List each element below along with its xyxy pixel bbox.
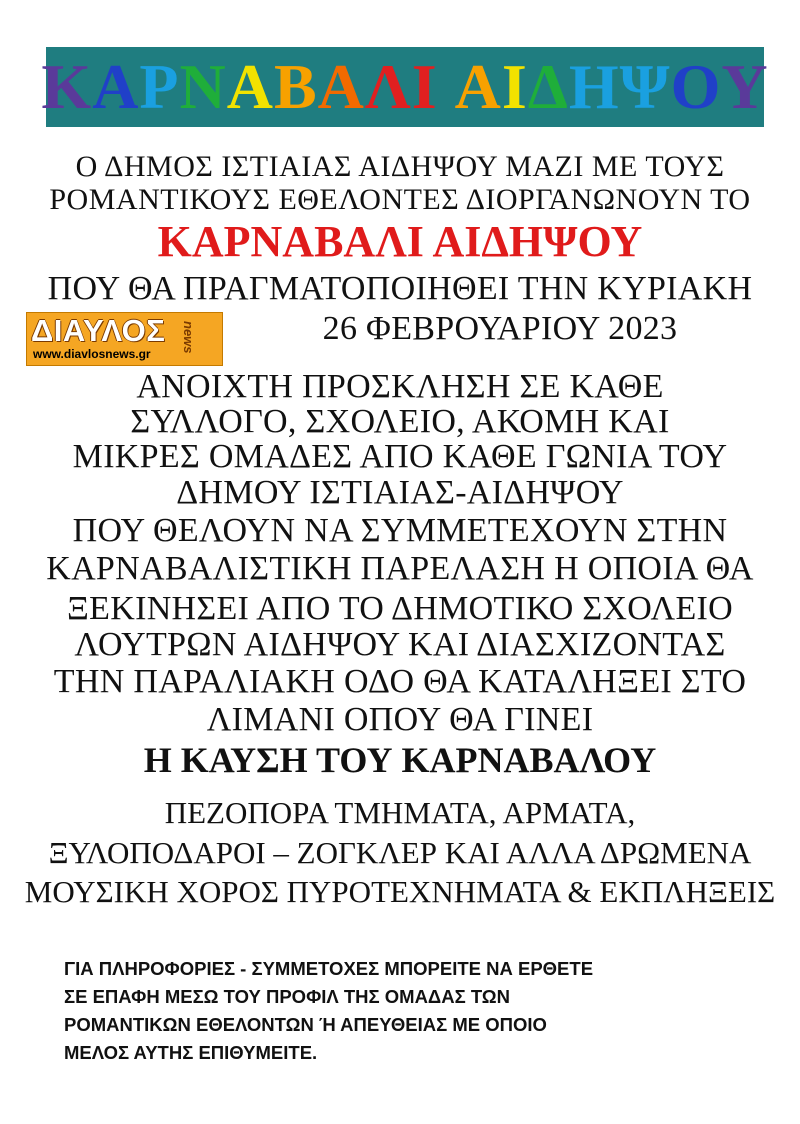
banner-letter: Β: [273, 51, 318, 122]
body-line-1: ΑΝΟΙΧΤΗ ΠΡΟΣΚΛΗΣΗ ΣΕ ΚΑΘΕ: [136, 368, 664, 405]
banner-letter: Α: [92, 51, 140, 122]
body-line-8: ΛΟΥΤΡΩΝ ΑΙΔΗΨΟΥ ΚΑΙ ΔΙΑΣΧΙΖΟΝΤΑΣ: [74, 626, 726, 663]
body-line-3: ΜΙΚΡΕΣ ΟΜΑΔΕΣ ΑΠΟ ΚΑΘΕ ΓΩΝΙΑ ΤΟΥ: [72, 438, 728, 475]
banner-letter: Ρ: [139, 51, 180, 122]
banner-letter: Λ: [364, 51, 412, 122]
body-line-2: ΣΥΛΛΟΓΟ, ΣΧΟΛΕΙΟ, ΑΚΟΜΗ ΚΑΙ: [130, 403, 670, 440]
banner-letter: [438, 55, 455, 119]
body-line-10: ΛΙΜΑΝΙ ΟΠΟΥ ΘΑ ΓΙΝΕΙ: [206, 701, 594, 738]
banner-letter: Α: [226, 51, 274, 122]
watermark-brand: ΔΙΑΥΛΟΣ: [31, 313, 166, 348]
watermark-tag: news: [181, 321, 196, 354]
diavlos-news-watermark: [26, 312, 223, 366]
body-line-5: ΠΟΥ ΘΕΛΟΥΝ ΝΑ ΣΥΜΜΕΤΕΧΟΥΝ ΣΤΗΝ: [72, 512, 728, 549]
banner-letter: Η: [568, 51, 620, 122]
info-line-4: ΜΕΛΟΣ ΑΥΤΗΣ ΕΠΙΘΥΜΕΙΤΕ.: [64, 1042, 318, 1063]
banner-letter: Α: [317, 51, 365, 122]
activities-line-3: ΜΟΥΣΙΚΗ ΧΟΡΟΣ ΠΥΡΟΤΕΧΝΗΜΑΤΑ & ΕΚΠΛΗΞΕΙΣ: [24, 874, 776, 909]
banner-letter: Ψ: [619, 51, 671, 122]
banner-letter: Κ: [41, 51, 93, 122]
banner-letter: Ι: [501, 51, 528, 122]
banner-letter: Δ: [527, 51, 569, 122]
event-title: ΚΑΡΝΑΒΑΛΙ ΑΙΔΗΨΟΥ: [157, 217, 643, 266]
banner-title: [41, 51, 769, 122]
banner-letter: Α: [454, 51, 502, 122]
info-line-2: ΣΕ ΕΠΑΦΗ ΜΕΣΩ ΤΟΥ ΠΡΟΦΙΛ ΤΗΣ ΟΜΑΔΑΣ ΤΩΝ: [64, 986, 510, 1007]
date-line-2: 26 ΦΕΒΡΟΥΑΡΙΟΥ 2023: [322, 310, 678, 347]
highlight-text: Η ΚΑΥΣΗ ΤΟΥ ΚΑΡΝΑΒΑΛΟΥ: [143, 740, 657, 780]
title-banner: [41, 47, 769, 127]
banner-letter: Ο: [670, 51, 722, 122]
banner-letter: Υ: [721, 51, 769, 122]
body-line-9: ΤΗΝ ΠΑΡΑΛΙΑΚΗ ΟΔΟ ΘΑ ΚΑΤΑΛΗΞΕΙ ΣΤΟ: [53, 663, 747, 700]
intro-line-1: Ο ΔΗΜΟΣ ΙΣΤΙΑΙΑΣ ΑΙΔΗΨΟΥ ΜΑΖΙ ΜΕ ΤΟΥΣ: [75, 150, 725, 183]
watermark-url: www.diavlosnews.gr: [33, 347, 151, 361]
body-line-4: ΔΗΜΟΥ ΙΣΤΙΑΙΑΣ-ΑΙΔΗΨΟΥ: [176, 474, 624, 511]
activities-line-1: ΠΕΖΟΠΟΡΑ ΤΜΗΜΑΤΑ, ΑΡΜΑΤΑ,: [164, 795, 636, 830]
info-block: [64, 955, 764, 1067]
activities-line-2: ΞΥΛΟΠΟΔΑΡΟΙ – ΖΟΓΚΛΕΡ ΚΑΙ ΑΛΛΑ ΔΡΩΜΕΝΑ: [48, 835, 752, 870]
banner-letter: Ι: [411, 51, 438, 122]
info-line-3: ΡΟΜΑΝΤΙΚΩΝ ΕΘΕΛΟΝΤΩΝ Ή ΑΠΕΥΘΕΙΑΣ ΜΕ ΟΠΟΙΟ: [64, 1014, 547, 1035]
body-line-7: ΞΕΚΙΝΗΣΕΙ ΑΠΟ ΤΟ ΔΗΜΟΤΙΚΟ ΣΧΟΛΕΙΟ: [66, 590, 734, 627]
info-line-1: ΓΙΑ ΠΛΗΡΟΦΟΡΙΕΣ - ΣΥΜΜΕΤΟΧΕΣ ΜΠΟΡΕΙΤΕ ΝΑ ΕΡΘΕΤΕ: [64, 958, 594, 979]
banner-letter: Ν: [179, 51, 227, 122]
date-line-1: ΠΟΥ ΘΑ ΠΡΑΓΜΑΤΟΠΟΙΗΘΕΙ ΤΗΝ ΚΥΡΙΑΚΗ: [47, 270, 753, 307]
intro-line-2: ΡΟΜΑΝΤΙΚΟΥΣ ΕΘΕΛΟΝΤΕΣ ΔΙΟΡΓΑΝΩΝΟΥΝ ΤΟ: [49, 183, 751, 216]
body-line-6: ΚΑΡΝΑΒΑΛΙΣΤΙΚΗ ΠΑΡΕΛΑΣΗ Η ΟΠΟΙΑ ΘΑ: [46, 550, 754, 587]
